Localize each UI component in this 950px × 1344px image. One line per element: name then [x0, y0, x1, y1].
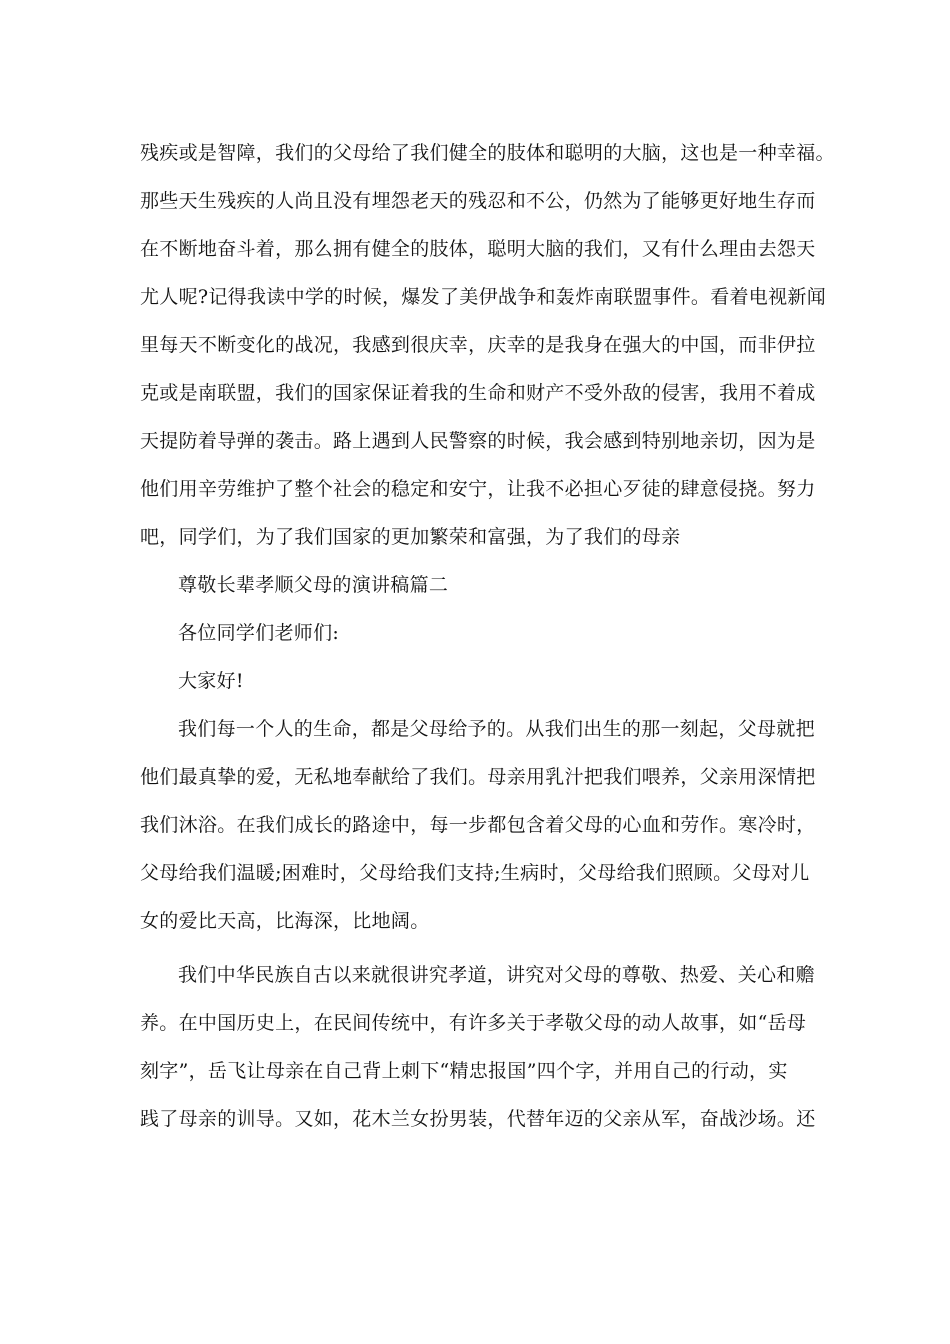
continued-paragraph [140, 129, 840, 561]
paragraph [140, 951, 840, 1143]
text-line: 我们沐浴。在我们成长的路途中，每一步都包含着父母的心血和劳作。寒冷时， [140, 814, 816, 836]
paragraph [140, 705, 840, 945]
text-line: 克或是南联盟，我们的国家保证着我的生命和财产不受外敌的侵害，我用不着成 [140, 382, 816, 404]
text-line: 他们最真挚的爱，无私地奉献给了我们。母亲用乳汁把我们喂养，父亲用深情把 [140, 766, 816, 788]
section-title: 尊敬长辈孝顺父母的演讲稿篇二 [178, 574, 449, 596]
document-body [140, 129, 840, 1143]
text-line: 践了母亲的训导。又如，花木兰女扮男装，代替年迈的父亲从军，奋战沙场。还 [140, 1108, 816, 1130]
text-line: 吧，同学们，为了我们国家的更加繁荣和富强，为了我们的母亲 [140, 526, 681, 548]
text-line: 在不断地奋斗着，那么拥有健全的肢体，聪明大脑的我们，又有什么理由去怨天 [140, 238, 816, 260]
text-line: 那些天生残疾的人尚且没有埋怨老天的残忍和不公，仍然为了能够更好地生存而 [140, 190, 816, 212]
text-line: 养。在中国历史上，在民间传统中，有许多关于孝敬父母的动人故事，如“岳母 [140, 1012, 807, 1034]
text-line: 他们用辛劳维护了整个社会的稳定和安宁，让我不必担心歹徒的肆意侵挠。努力 [140, 478, 816, 500]
text-line: 尤人呢?记得我读中学的时候，爆发了美伊战争和轰炸南联盟事件。看着电视新闻 [140, 286, 826, 308]
text-line: 刻字”，岳飞让母亲在自己背上刺下“精忠报国”四个字，并用自己的行动，实 [140, 1060, 788, 1082]
greeting: 大家好! [178, 670, 244, 692]
text-line: 里每天不断变化的战况，我感到很庆幸，庆幸的是我身在强大的中国，而非伊拉 [140, 334, 816, 356]
text-line: 我们每一个人的生命，都是父母给予的。从我们出生的那一刻起，父母就把 [178, 718, 815, 740]
text-line: 残疾或是智障，我们的父母给了我们健全的肢体和聪明的大脑，这也是一种幸福。 [140, 142, 835, 164]
text-line: 我们中华民族自古以来就很讲究孝道，讲究对父母的尊敬、热爱、关心和赡 [178, 964, 815, 986]
text-line: 女的爱比天高，比海深，比地阔。 [140, 910, 430, 932]
salutation: 各位同学们老师们: [178, 622, 340, 644]
text-line: 父母给我们温暖;困难时，父母给我们支持;生病时，父母给我们照顾。父母对儿 [140, 862, 810, 884]
text-line: 天提防着导弹的袭击。路上遇到人民警察的时候，我会感到特别地亲切，因为是 [140, 430, 816, 452]
